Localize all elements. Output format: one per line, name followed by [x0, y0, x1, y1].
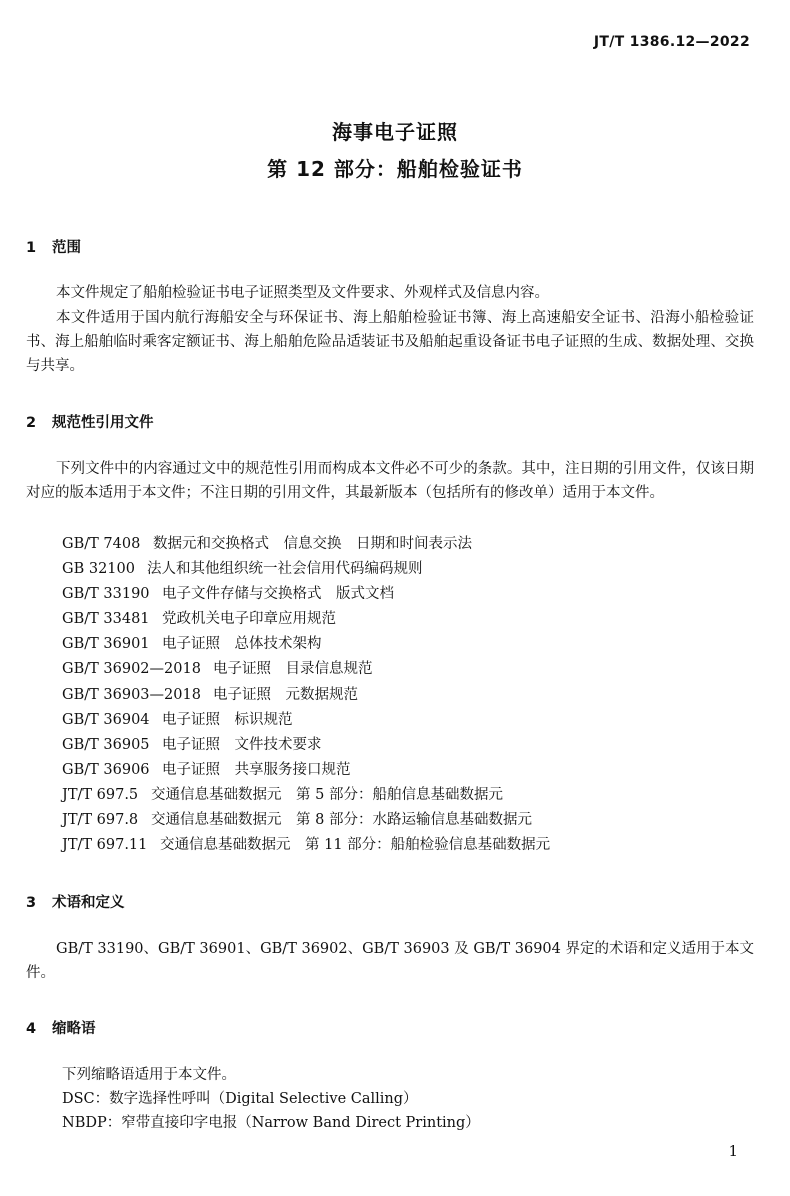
reference-item: GB/T 7408 数据元和交换格式 信息交换 日期和时间表示法	[62, 536, 472, 552]
reference-item: JT/T 697.8 交通信息基础数据元 第 8 部分：水路运输信息基础数据元	[62, 812, 532, 829]
section-4-heading	[26, 1017, 96, 1038]
abbreviation-item: NBDP：窄带直接印字电报（Narrow Band Direct Printing）	[62, 1115, 480, 1131]
section-2-intro: 下列文件中的内容通过文中的规范性引用而构成本文件必不可少的条款。其中，注日期的引用文件，仅该日期对应的版本适用于本文件；不注日期的引用文件，其最新版本（包括所有的修改单）适用于本文件。	[26, 461, 754, 501]
standard-code: JT/T 1386.12—2022	[593, 34, 750, 50]
reference-item: GB/T 33481 党政机关电子印章应用规范	[62, 611, 336, 628]
section-2-heading	[26, 411, 154, 432]
section-1-heading	[26, 236, 81, 257]
section-title: 术语和定义	[52, 895, 125, 911]
section-3-paragraph: GB/T 33190、GB/T 36901、GB/T 36902、GB/T 36903 及 GB/T 36904 界定的术语和定义适用于本文件。	[26, 941, 754, 981]
reference-item: GB/T 36906 电子证照 共享服务接口规范	[62, 761, 351, 778]
document-title-line2: 第 12 部分：船舶检验证书	[267, 157, 523, 181]
reference-item: GB/T 36904 电子证照 标识规范	[62, 711, 293, 728]
normative-references-list	[62, 532, 762, 858]
section-title: 规范性引用文件	[52, 415, 154, 431]
reference-item: GB/T 36903—2018 电子证照 元数据规范	[62, 686, 358, 703]
section-title: 缩略语	[52, 1021, 96, 1037]
reference-item: GB 32100 法人和其他组织统一社会信用代码编码规则	[62, 561, 423, 578]
section-1-paragraph-2: 本文件适用于国内航行海船安全与环保证书、海上船舶检验证书簿、海上高速船安全证书、沿海小船检验证书、海上船舶临时乘客定额证书、海上船舶危险品适装证书及船舶起重设备证书电子证照的生成、数据处理、交换与共享。	[26, 310, 754, 374]
section-title: 范围	[52, 240, 81, 256]
section-number: 4	[26, 1021, 37, 1037]
abbreviations-list	[62, 1063, 762, 1135]
section-1-paragraph-1: 本文件规定了船舶检验证书电子证照类型及文件要求、外观样式及信息内容。	[56, 285, 549, 301]
reference-item: JT/T 697.11 交通信息基础数据元 第 11 部分：船舶检验信息基础数据元	[62, 837, 551, 854]
reference-item: GB/T 36905 电子证照 文件技术要求	[62, 736, 322, 753]
reference-item: GB/T 36902—2018 电子证照 目录信息规范	[62, 661, 373, 678]
document-title-line1: 海事电子证照	[332, 120, 458, 144]
abbreviations-intro: 下列缩略语适用于本文件。	[62, 1067, 236, 1083]
section-3-heading	[26, 891, 125, 912]
reference-item: GB/T 36901 电子证照 总体技术架构	[62, 636, 322, 653]
section-number: 1	[26, 240, 37, 256]
abbreviation-item: DSC：数字选择性呼叫（Digital Selective Calling）	[62, 1091, 418, 1107]
section-number: 3	[26, 895, 37, 911]
reference-item: JT/T 697.5 交通信息基础数据元 第 5 部分：船舶信息基础数据元	[62, 786, 503, 803]
section-number: 2	[26, 415, 37, 431]
page-number: 1	[728, 1142, 738, 1160]
reference-item: GB/T 33190 电子文件存储与交换格式 版式文档	[62, 586, 394, 603]
